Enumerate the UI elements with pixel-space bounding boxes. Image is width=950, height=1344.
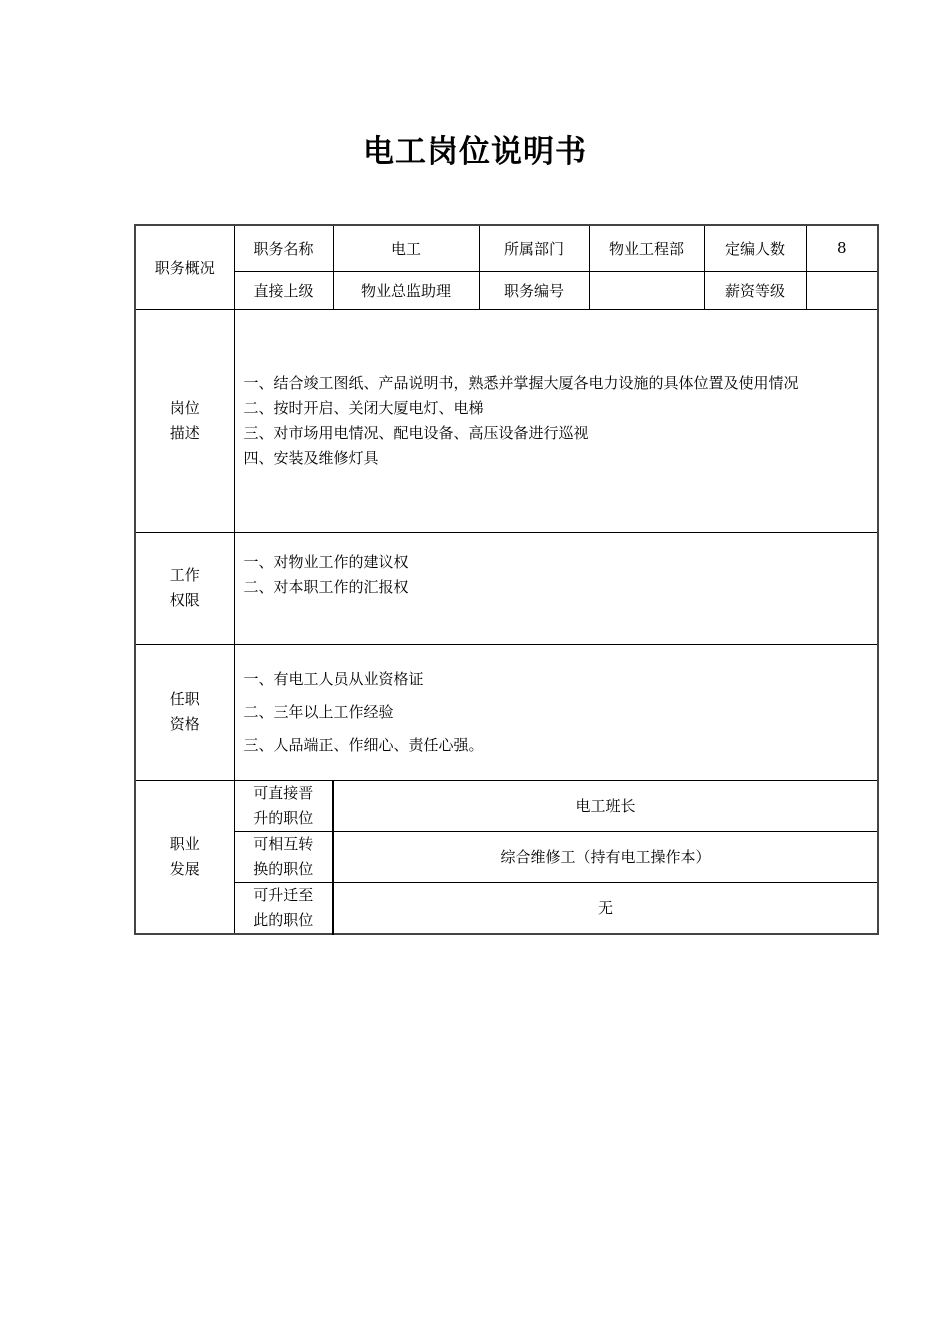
section-label-overview: 职务概况	[135, 225, 234, 309]
description-item: 二、按时开启、关闭大厦电灯、电梯	[243, 398, 484, 417]
dept-value: 物业工程部	[589, 225, 704, 271]
qualification-row	[135, 644, 878, 780]
career-sublabel-line2: 此的职位	[253, 910, 314, 929]
overview-row-2	[135, 271, 878, 309]
qualification-item: 一、有电工人员从业资格证	[243, 669, 424, 688]
description-row	[135, 309, 878, 532]
description-item: 三、对市场用电情况、配电设备、高压设备进行巡视	[243, 423, 589, 442]
career-row-2	[135, 831, 878, 882]
qualification-item: 三、人品端正、作细心、责任心强。	[243, 735, 484, 754]
section-label-career	[135, 780, 234, 934]
career-sublabel-line1: 可升迁至	[253, 885, 314, 904]
description-label-line1: 岗位	[169, 398, 200, 417]
description-content	[234, 309, 878, 532]
authority-item: 二、对本职工作的汇报权	[243, 577, 409, 596]
career-sublabel-line2: 升的职位	[253, 808, 314, 827]
qualification-item: 二、三年以上工作经验	[243, 702, 394, 721]
headcount-value: 8	[806, 225, 878, 271]
career-label-line1: 职业	[169, 834, 200, 853]
job-code-label: 职务编号	[479, 271, 589, 309]
salary-grade-value	[806, 271, 878, 309]
qualification-label-line2: 资格	[169, 715, 200, 733]
supervisor-label: 直接上级	[234, 271, 333, 309]
job-name-label: 职务名称	[234, 225, 333, 271]
headcount-label: 定编人数	[704, 225, 806, 271]
description-label-line2: 描述	[169, 423, 200, 442]
authority-content	[234, 532, 878, 644]
career-sublabel	[234, 780, 333, 831]
career-value: 电工班长	[333, 780, 878, 831]
job-code-value	[589, 271, 704, 309]
career-sublabel	[234, 831, 333, 882]
career-row-3	[135, 882, 878, 934]
section-label-authority	[135, 532, 234, 644]
authority-item: 一、对物业工作的建议权	[243, 552, 409, 571]
career-value: 综合维修工（持有电工操作本）	[333, 831, 878, 882]
job-name-value: 电工	[333, 225, 479, 271]
section-label-qualification	[135, 644, 234, 780]
authority-label-line2: 权限	[169, 591, 200, 609]
supervisor-value: 物业总监助理	[333, 271, 479, 309]
description-item: 四、安装及维修灯具	[243, 448, 379, 467]
career-sublabel-line2: 换的职位	[253, 859, 314, 878]
career-sublabel-line1: 可相互转	[253, 834, 314, 853]
job-description-table	[134, 224, 879, 935]
page-title: 电工岗位说明书	[363, 134, 587, 170]
description-item: 一、结合竣工图纸、产品说明书，熟悉并掌握大厦各电力设施的具体位置及使用情况	[243, 373, 799, 392]
authority-label-line1: 工作	[169, 566, 200, 584]
career-value: 无	[333, 882, 878, 934]
salary-grade-label: 薪资等级	[704, 271, 806, 309]
qualification-content	[234, 644, 878, 780]
career-sublabel	[234, 882, 333, 934]
dept-label: 所属部门	[479, 225, 589, 271]
overview-row-1	[135, 225, 878, 271]
career-sublabel-line1: 可直接晋	[253, 783, 314, 802]
career-label-line2: 发展	[169, 859, 200, 878]
section-label-description	[135, 309, 234, 532]
qualification-label-line1: 任职	[169, 690, 200, 708]
career-row-1	[135, 780, 878, 831]
authority-row	[135, 532, 878, 644]
